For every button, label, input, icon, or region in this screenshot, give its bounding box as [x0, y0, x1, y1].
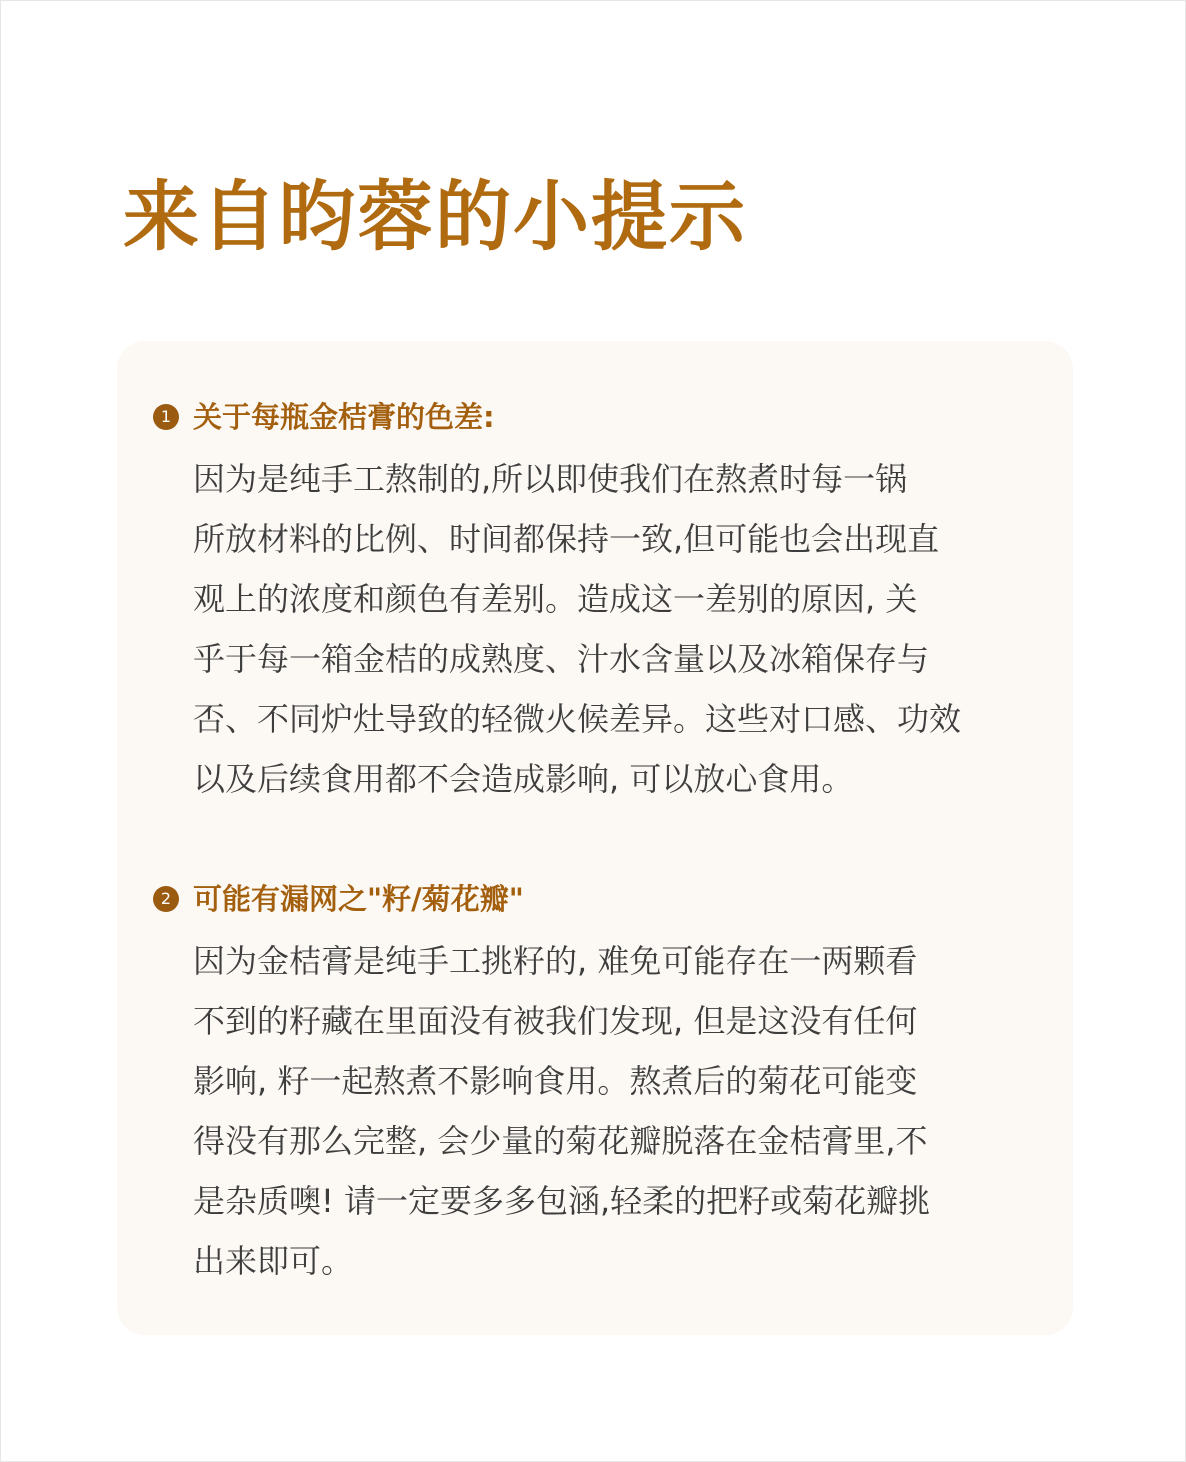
tip-body-line: 观上的浓度和颜色有差别。造成这一差别的原因, 关	[193, 580, 918, 618]
tip-body-line: 因为金桔膏是纯手工挑籽的, 难免可能存在一两颗看	[193, 942, 918, 980]
tip-color-difference	[153, 393, 1033, 809]
tip-body-line: 不到的籽藏在里面没有被我们发现, 但是这没有任何	[193, 1002, 918, 1040]
tip-body	[193, 449, 1023, 809]
tip-body-line: 因为是纯手工熬制的,所以即使我们在熬煮时每一锅	[193, 460, 908, 498]
tip-header	[153, 875, 1033, 923]
tip-heading: 关于每瓶金桔膏的色差:	[193, 400, 495, 434]
page-title: 来自昀蓉的小提示	[123, 172, 747, 261]
tip-heading: 可能有漏网之"籽/菊花瓣"	[193, 882, 524, 916]
tip-body-line: 所放材料的比例、时间都保持一致,但可能也会出现直	[193, 520, 940, 558]
number-badge: 1	[153, 404, 179, 430]
number-badge: 2	[153, 886, 179, 912]
tip-seeds-petals	[153, 875, 1033, 1291]
tip-body-line: 乎于每一箱金桔的成熟度、汁水含量以及冰箱保存与	[193, 640, 930, 678]
tip-body-line: 得没有那么完整, 会少量的菊花瓣脱落在金桔膏里,不	[193, 1122, 928, 1160]
tip-body-line: 以及后续食用都不会造成影响, 可以放心食用。	[193, 760, 854, 798]
tips-card	[117, 341, 1073, 1335]
tip-header	[153, 393, 1033, 441]
tip-body-line: 否、不同炉灶导致的轻微火候差异。这些对口感、功效	[193, 700, 962, 738]
tip-body-line: 出来即可。	[193, 1242, 354, 1280]
tip-body	[193, 931, 1023, 1291]
tip-body-line: 影响, 籽一起熬煮不影响食用。熬煮后的菊花可能变	[193, 1062, 918, 1100]
tip-body-line: 是杂质噢! 请一定要多多包涵,轻柔的把籽或菊花瓣挑	[193, 1182, 931, 1220]
